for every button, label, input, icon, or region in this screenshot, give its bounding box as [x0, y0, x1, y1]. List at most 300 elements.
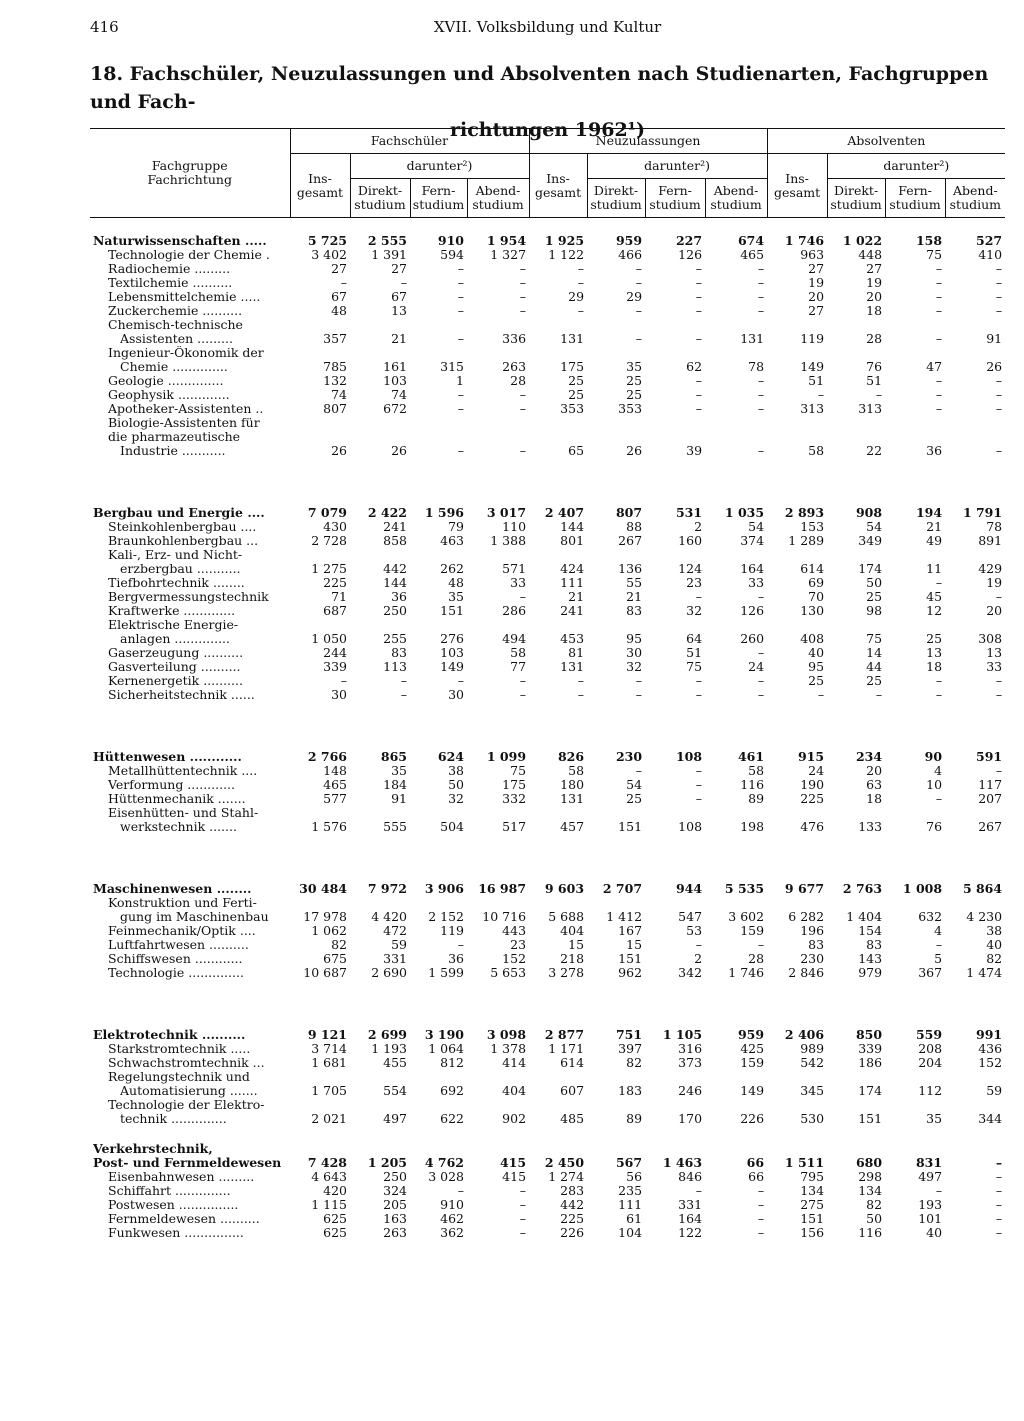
value-cell: 1 463 — [662, 1155, 703, 1170]
value-cell: – — [340, 275, 347, 290]
value-cell: – — [400, 687, 407, 702]
value-cell: 443 — [502, 923, 527, 938]
value-cell: 180 — [560, 777, 585, 792]
value-cell: 989 — [800, 1041, 825, 1056]
table-row — [90, 548, 1005, 562]
value-cell — [350, 1070, 410, 1084]
value-cell: 18 — [866, 303, 883, 318]
statistics-table — [90, 128, 1005, 1240]
spacer-row — [90, 980, 1005, 996]
value-cell: 91 — [391, 791, 407, 806]
value-cell: 275 — [800, 1197, 825, 1212]
value-cell: 915 — [797, 749, 825, 764]
value-cell — [945, 1098, 1005, 1112]
value-cell: – — [457, 261, 464, 276]
spacer-row — [90, 702, 1005, 718]
value-cell: 2 877 — [544, 1027, 585, 1042]
value-cell: 3 017 — [486, 505, 527, 520]
value-cell: 133 — [858, 819, 883, 834]
value-cell — [290, 548, 350, 562]
value-cell — [350, 1098, 410, 1112]
value-cell: – — [695, 763, 703, 778]
value-cell: – — [995, 763, 1003, 778]
value-cell: – — [935, 261, 943, 276]
row-label: anlagen .............. — [120, 632, 231, 646]
table-row — [90, 416, 1005, 430]
value-cell: 858 — [383, 533, 407, 548]
value-cell: 82 — [331, 937, 347, 952]
spacer-cell — [90, 718, 1005, 734]
value-cell: 3 602 — [728, 909, 765, 924]
value-cell — [290, 346, 350, 360]
spacer-row — [90, 996, 1005, 1012]
value-cell — [587, 1098, 645, 1112]
value-cell — [467, 346, 529, 360]
value-cell: 1 576 — [311, 819, 347, 834]
value-cell: – — [935, 303, 943, 318]
value-cell: 373 — [678, 1055, 703, 1070]
value-cell: 807 — [323, 401, 347, 416]
col-abendstudium — [467, 179, 529, 218]
value-cell: 624 — [437, 749, 464, 764]
value-cell: 26 — [391, 443, 407, 458]
value-cell: – — [695, 275, 703, 290]
value-cell: – — [935, 331, 943, 346]
value-cell: 70 — [808, 589, 825, 604]
value-cell: – — [635, 261, 643, 276]
value-cell: – — [995, 1183, 1003, 1198]
value-cell: – — [995, 275, 1003, 290]
value-cell: 196 — [800, 923, 825, 938]
value-cell: 75 — [866, 631, 883, 646]
value-cell: 35 — [626, 359, 643, 374]
spacer-row — [90, 850, 1005, 866]
value-cell — [587, 318, 645, 332]
row-label: Automatisierung ....... — [120, 1084, 258, 1098]
row-label: die pharmazeutische — [108, 430, 241, 444]
value-cell: 38 — [986, 923, 1003, 938]
value-cell: 30 — [626, 645, 643, 660]
row-label: Kali-, Erz- und Nicht- — [108, 548, 243, 562]
value-cell: 65 — [568, 443, 585, 458]
col-insgesamt — [767, 154, 827, 218]
value-cell — [350, 548, 410, 562]
row-label: Geophysik ............. — [108, 388, 230, 402]
value-cell: 29 — [568, 289, 585, 304]
value-cell: 672 — [383, 401, 407, 416]
spacer-cell — [90, 834, 1005, 850]
value-cell: 131 — [740, 331, 765, 346]
value-cell: – — [995, 261, 1003, 276]
value-cell — [290, 618, 350, 632]
value-cell: – — [757, 1225, 765, 1240]
value-cell — [767, 1098, 827, 1112]
row-label: Schiffahrt .............. — [108, 1184, 231, 1198]
value-cell — [767, 618, 827, 632]
value-cell — [290, 806, 350, 820]
stub-header-line2: Fachrichtung — [147, 172, 232, 187]
value-cell: – — [695, 261, 703, 276]
value-cell: 241 — [560, 603, 585, 618]
value-cell: 27 — [866, 261, 883, 276]
value-cell — [587, 346, 645, 360]
spacer-cell — [90, 850, 1005, 866]
value-cell: 1 105 — [662, 1027, 703, 1042]
value-cell — [945, 618, 1005, 632]
table-row — [90, 618, 1005, 632]
value-cell: 332 — [502, 791, 527, 806]
value-cell: – — [695, 673, 703, 688]
row-label: Metallhüttentechnik .... — [108, 764, 258, 778]
row-label: Verformung ............ — [108, 778, 235, 792]
value-cell — [885, 548, 945, 562]
value-cell: 51 — [686, 645, 703, 660]
value-cell: 283 — [560, 1183, 585, 1198]
value-cell — [827, 618, 885, 632]
value-cell: – — [757, 937, 765, 952]
value-cell: – — [695, 401, 703, 416]
value-cell: 50 — [866, 575, 883, 590]
row-label: Funkwesen ............... — [108, 1226, 244, 1240]
value-cell: 466 — [618, 247, 643, 262]
value-cell: 812 — [440, 1055, 464, 1070]
value-cell: 25 — [866, 673, 883, 688]
table-row — [90, 562, 1005, 576]
value-cell: 81 — [568, 645, 585, 660]
value-cell: 27 — [808, 303, 825, 318]
value-cell: 979 — [858, 965, 883, 980]
value-cell: 1 171 — [548, 1041, 585, 1056]
value-cell: – — [695, 937, 703, 952]
value-cell: 66 — [746, 1155, 765, 1170]
value-cell: 255 — [383, 631, 407, 646]
value-cell — [705, 548, 767, 562]
value-cell: 59 — [986, 1083, 1003, 1098]
value-cell: – — [995, 373, 1003, 388]
value-cell — [827, 548, 885, 562]
col-fern-label: Fern- studium — [889, 183, 941, 212]
value-cell: 262 — [440, 561, 464, 576]
value-cell: 152 — [502, 951, 527, 966]
value-cell: 134 — [800, 1183, 825, 1198]
value-cell — [645, 806, 705, 820]
value-cell: 163 — [383, 1211, 407, 1226]
row-label: Elektrotechnik .......... — [93, 1028, 246, 1042]
value-cell — [645, 618, 705, 632]
value-cell: 144 — [383, 575, 407, 590]
value-cell: 263 — [383, 1225, 407, 1240]
value-cell — [705, 1142, 767, 1156]
value-cell: 345 — [800, 1083, 825, 1098]
table-row — [90, 910, 1005, 924]
value-cell: 3 190 — [424, 1027, 464, 1042]
value-cell: 58 — [568, 763, 585, 778]
value-cell: 111 — [618, 1197, 643, 1212]
value-cell: 76 — [866, 359, 883, 374]
value-cell: 153 — [800, 519, 825, 534]
value-cell — [827, 318, 885, 332]
value-cell: 342 — [678, 965, 703, 980]
value-cell — [587, 1142, 645, 1156]
value-cell: 5 725 — [307, 233, 347, 248]
value-cell: 78 — [748, 359, 765, 374]
value-cell: 164 — [678, 1211, 703, 1226]
value-cell: – — [457, 387, 464, 402]
value-cell — [705, 346, 767, 360]
value-cell: 1 035 — [724, 505, 765, 520]
value-cell — [885, 416, 945, 430]
value-cell — [529, 806, 587, 820]
value-cell: 16 987 — [478, 881, 527, 896]
value-cell: 1 474 — [966, 965, 1003, 980]
value-cell: 183 — [618, 1083, 643, 1098]
value-cell: 316 — [678, 1041, 703, 1056]
spacer-cell — [90, 218, 1005, 235]
value-cell: 159 — [740, 1055, 765, 1070]
value-cell — [945, 548, 1005, 562]
value-cell: 4 420 — [371, 909, 407, 924]
value-cell — [827, 1098, 885, 1112]
value-cell: – — [635, 303, 643, 318]
value-cell: 457 — [560, 819, 585, 834]
row-label: Kraftwerke ............. — [108, 604, 236, 618]
value-cell: – — [757, 673, 765, 688]
value-cell: 622 — [440, 1111, 464, 1126]
value-cell: 555 — [383, 819, 407, 834]
value-cell: 58 — [510, 645, 527, 660]
value-cell: – — [935, 687, 943, 702]
value-cell: – — [519, 1211, 527, 1226]
value-cell: 2 763 — [842, 881, 883, 896]
col-fernstudium — [645, 179, 705, 218]
value-cell: 174 — [858, 1083, 883, 1098]
value-cell: 241 — [383, 519, 407, 534]
value-cell: 567 — [615, 1155, 643, 1170]
value-cell: 785 — [323, 359, 347, 374]
value-cell: 397 — [618, 1041, 643, 1056]
value-cell: 404 — [560, 923, 585, 938]
value-cell: 559 — [915, 1027, 943, 1042]
stub-header — [90, 129, 290, 218]
value-cell: 1 064 — [428, 1041, 464, 1056]
value-cell: 48 — [331, 303, 347, 318]
row-label: Bergvermessungstechnik — [108, 590, 269, 604]
value-cell: 267 — [618, 533, 643, 548]
col-fernstudium — [410, 179, 467, 218]
value-cell: 27 — [808, 261, 825, 276]
value-cell — [705, 806, 767, 820]
table-row — [90, 534, 1005, 548]
value-cell: 83 — [866, 937, 883, 952]
group-row — [90, 1142, 1005, 1156]
value-cell: 801 — [560, 533, 585, 548]
value-cell: 353 — [618, 401, 643, 416]
value-cell — [945, 346, 1005, 360]
value-cell: 1 746 — [784, 233, 825, 248]
value-cell: 276 — [440, 631, 464, 646]
value-cell: 5 864 — [962, 881, 1003, 896]
value-cell: 40 — [986, 937, 1003, 952]
value-cell: – — [577, 275, 585, 290]
table-row — [90, 792, 1005, 806]
value-cell: – — [935, 673, 943, 688]
group-header-neuzulassungen: Neuzulassungen — [529, 129, 767, 154]
value-cell: 692 — [440, 1083, 464, 1098]
row-label: Industrie ........... — [120, 444, 226, 458]
value-cell: 4 643 — [311, 1169, 347, 1184]
value-cell: 4 — [934, 923, 943, 938]
value-cell — [945, 1142, 1005, 1156]
value-cell: 542 — [800, 1055, 825, 1070]
value-cell: 2 699 — [367, 1027, 407, 1042]
value-cell — [645, 318, 705, 332]
value-cell: 531 — [675, 505, 703, 520]
row-label: Konstruktion und Ferti- — [108, 896, 257, 910]
row-label: Feinmechanik/Optik .... — [108, 924, 256, 938]
table-title-line2: richtungen 1962¹) — [449, 119, 645, 141]
value-cell: 1 115 — [311, 1197, 347, 1212]
value-cell: 25 — [568, 373, 585, 388]
value-cell: 95 — [808, 659, 825, 674]
row-label: Postwesen ............... — [108, 1198, 239, 1212]
value-cell: 119 — [440, 923, 464, 938]
row-label: Textilchemie .......... — [108, 276, 233, 290]
value-cell: 75 — [926, 247, 943, 262]
spacer-cell — [90, 458, 1005, 474]
value-cell: 831 — [915, 1155, 943, 1170]
value-cell: 103 — [440, 645, 464, 660]
value-cell: 95 — [626, 631, 643, 646]
value-cell — [705, 318, 767, 332]
value-cell: 149 — [800, 359, 825, 374]
col-fernstudium — [885, 179, 945, 218]
col-insgesamt-label: Ins- gesamt — [774, 170, 821, 200]
page-header — [90, 18, 1005, 40]
value-cell — [587, 430, 645, 444]
value-cell: 246 — [678, 1083, 703, 1098]
value-cell: 4 — [934, 763, 943, 778]
value-cell: 420 — [323, 1183, 347, 1198]
value-cell: 79 — [448, 519, 464, 534]
value-cell: 55 — [626, 575, 643, 590]
value-cell: 497 — [918, 1169, 943, 1184]
value-cell: 430 — [323, 519, 347, 534]
value-cell: 1 954 — [486, 233, 527, 248]
value-cell: 36 — [448, 951, 464, 966]
value-cell: 517 — [502, 819, 527, 834]
value-cell: 25 — [626, 387, 643, 402]
value-cell — [827, 1142, 885, 1156]
value-cell: – — [935, 373, 943, 388]
value-cell: 1 596 — [424, 505, 464, 520]
value-cell — [529, 318, 587, 332]
value-cell: 104 — [618, 1225, 643, 1240]
value-cell: – — [577, 303, 585, 318]
col-abendstudium — [945, 179, 1005, 218]
value-cell: 7 079 — [307, 505, 347, 520]
value-cell: 54 — [626, 777, 643, 792]
spacer-cell — [90, 702, 1005, 718]
value-cell: 113 — [383, 659, 407, 674]
table-row — [90, 896, 1005, 910]
value-cell: – — [400, 275, 407, 290]
value-cell: 67 — [391, 289, 407, 304]
value-cell — [350, 618, 410, 632]
value-cell: 134 — [858, 1183, 883, 1198]
row-label: Biologie-Assistenten für — [108, 416, 260, 430]
value-cell: 2 690 — [371, 965, 407, 980]
value-cell: 959 — [737, 1027, 765, 1042]
value-cell: – — [757, 1197, 765, 1212]
stub-header-line1: Fachgruppe — [151, 158, 228, 173]
table-row — [90, 1084, 1005, 1098]
value-cell — [885, 346, 945, 360]
value-cell: 54 — [866, 519, 883, 534]
value-cell — [529, 430, 587, 444]
col-fern-label: Fern- studium — [649, 183, 701, 212]
row-label: erzbergbau ........... — [120, 562, 241, 576]
value-cell: 476 — [800, 819, 825, 834]
value-cell: 25 — [866, 589, 883, 604]
value-cell — [290, 896, 350, 910]
value-cell: 2 407 — [544, 505, 585, 520]
value-cell: 455 — [383, 1055, 407, 1070]
value-cell — [827, 806, 885, 820]
table-row — [90, 402, 1005, 416]
value-cell: 250 — [383, 603, 407, 618]
value-cell: 190 — [800, 777, 825, 792]
value-cell: 1 705 — [311, 1083, 347, 1098]
value-cell: – — [695, 331, 703, 346]
value-cell: 164 — [740, 561, 765, 576]
table-row — [90, 318, 1005, 332]
value-cell: 27 — [331, 261, 347, 276]
value-cell: 485 — [560, 1111, 585, 1126]
value-cell: 3 714 — [311, 1041, 347, 1056]
value-cell: 124 — [678, 561, 703, 576]
value-cell: 25 — [626, 373, 643, 388]
value-cell: 53 — [686, 923, 703, 938]
value-cell: 10 — [926, 777, 943, 792]
value-cell: 18 — [866, 791, 883, 806]
value-cell: – — [995, 443, 1003, 458]
table-row — [90, 924, 1005, 938]
row-label: Naturwissenschaften ..... — [93, 234, 267, 248]
value-cell: 116 — [740, 777, 765, 792]
value-cell: 1 391 — [371, 247, 407, 262]
value-cell: 88 — [626, 519, 643, 534]
row-label: Schwachstromtechnik ... — [108, 1056, 265, 1070]
value-cell: 58 — [808, 443, 825, 458]
value-cell: – — [757, 275, 765, 290]
value-cell: 286 — [502, 603, 527, 618]
value-cell — [767, 806, 827, 820]
row-label: Zuckerchemie .......... — [108, 304, 243, 318]
value-cell — [467, 1142, 529, 1156]
table-body — [90, 218, 1005, 1241]
value-cell — [410, 1098, 467, 1112]
value-cell: – — [695, 589, 703, 604]
value-cell — [645, 346, 705, 360]
value-cell: – — [457, 401, 464, 416]
value-cell: 117 — [978, 777, 1003, 792]
value-cell: 1 062 — [311, 923, 347, 938]
value-cell: 204 — [918, 1055, 943, 1070]
value-cell: 462 — [440, 1211, 464, 1226]
value-cell — [885, 806, 945, 820]
darunter-header: darunter²) — [350, 154, 529, 179]
value-cell: 112 — [918, 1083, 943, 1098]
